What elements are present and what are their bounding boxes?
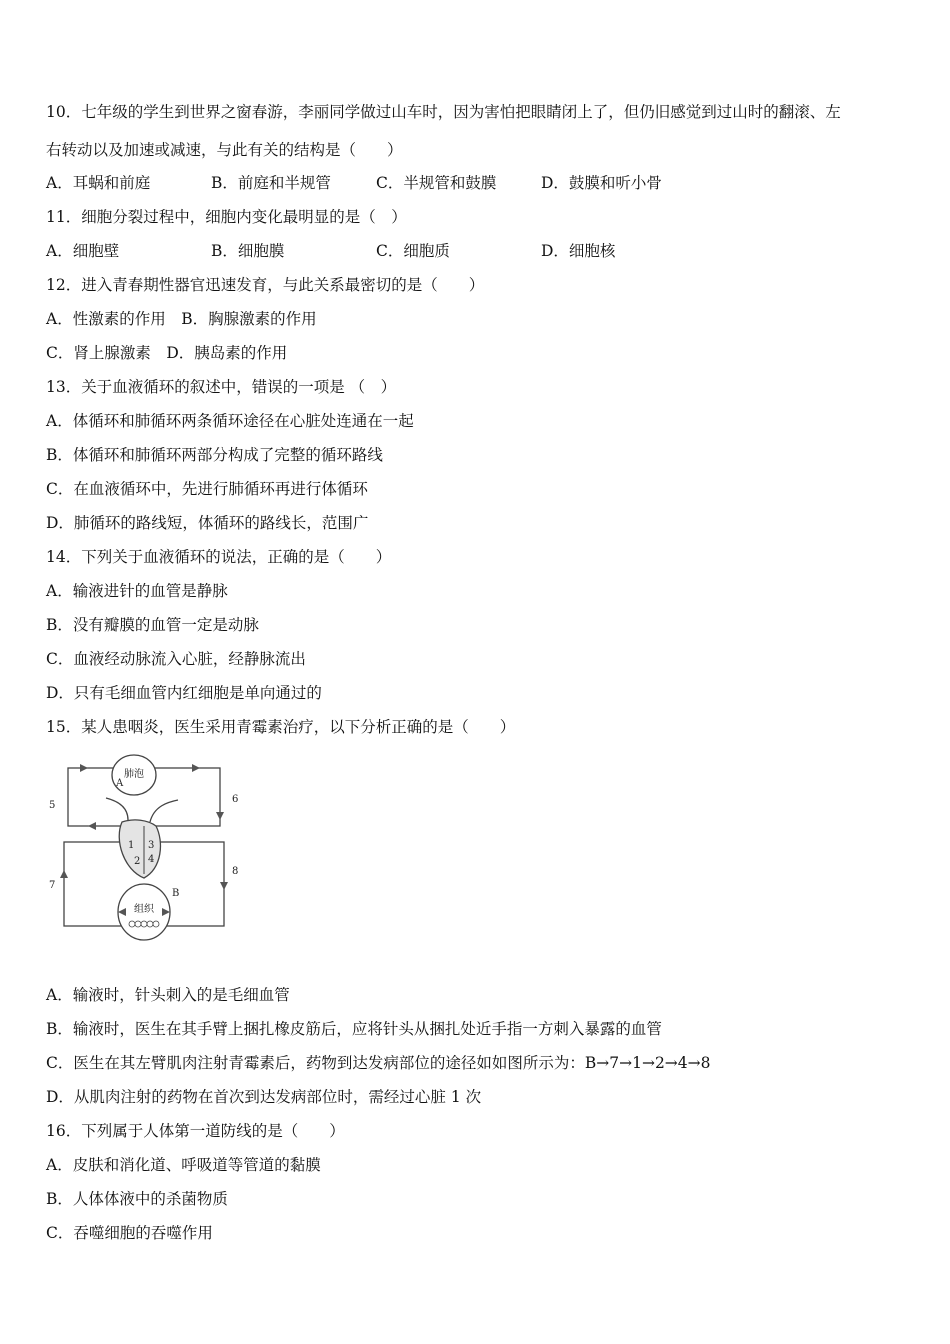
q16-option-a: A．皮肤和消化道、呼吸道等管道的黏膜 [46, 1156, 321, 1174]
q15-option-c: C．医生在其左臂肌肉注射青霉素后，药物到达发病部位的途径如如图所示为：B→7→1→2→4→8 [46, 1054, 711, 1072]
q12-stem: 12．进入青春期性器官迅速发育，与此关系最密切的是（ ） [46, 276, 485, 294]
label-5: 5 [49, 800, 56, 811]
q13-option-d: D．肺循环的路线短，体循环的路线长，范围广 [46, 514, 369, 532]
q10-option-a: A．耳蜗和前庭 [46, 174, 151, 192]
label-1: 1 [128, 840, 135, 851]
label-tissue: 组织 [134, 904, 154, 915]
blood-circulation-diagram [44, 750, 244, 950]
q11-option-d: D．细胞核 [541, 242, 616, 260]
q16-stem: 16．下列属于人体第一道防线的是（ ） [46, 1122, 345, 1140]
q11-stem: 11．细胞分裂过程中，细胞内变化最明显的是（ ） [46, 208, 407, 226]
q14-option-a: A．输液进针的血管是静脉 [46, 582, 228, 600]
q14-option-d: D．只有毛细血管内红细胞是单向通过的 [46, 684, 322, 702]
q15-option-b: B．输液时，医生在其手臂上捆扎橡皮筋后，应将针头从捆扎处近手指一方刺入暴露的血管 [46, 1020, 662, 1038]
q13-option-b: B．体循环和肺循环两部分构成了完整的循环路线 [46, 446, 383, 464]
label-3: 3 [148, 840, 155, 851]
label-b: B [172, 888, 180, 899]
q12-options-row2: C．肾上腺激素 D．胰岛素的作用 [46, 344, 288, 362]
q13-option-c: C．在血液循环中，先进行肺循环再进行体循环 [46, 480, 368, 498]
q14-stem: 14．下列关于血液循环的说法，正确的是（ ） [46, 548, 392, 566]
q15-option-a: A．输液时，针头刺入的是毛细血管 [46, 986, 290, 1004]
label-6: 6 [232, 794, 239, 805]
q11-option-a: A．细胞壁 [46, 242, 120, 260]
label-a: A [116, 778, 124, 789]
label-alveolus: 肺泡 [124, 769, 144, 780]
capillary-dots [129, 921, 159, 927]
label-8: 8 [232, 866, 239, 877]
label-4: 4 [148, 854, 155, 865]
q16-option-b: B．人体体液中的杀菌物质 [46, 1190, 228, 1208]
q13-stem: 13．关于血液循环的叙述中，错误的一项是 （ ） [46, 378, 397, 396]
label-2: 2 [134, 856, 141, 867]
pulmonary-artery [106, 798, 128, 820]
q14-option-b: B．没有瓣膜的血管一定是动脉 [46, 616, 259, 634]
q10-option-c: C．半规管和鼓膜 [376, 174, 497, 192]
q10-stem-line1: 10．七年级的学生到世界之窗春游，李丽同学做过山车时，因为害怕把眼睛闭上了，但仍旧感觉到过山时的翻滚、左 [46, 103, 841, 121]
q15-option-d: D．从肌肉注射的药物在首次到达发病部位时，需经过心脏 1 次 [46, 1088, 482, 1106]
q13-option-a: A．体循环和肺循环两条循环途径在心脏处连通在一起 [46, 412, 414, 430]
q11-option-b: B．细胞膜 [211, 242, 285, 260]
pulmonary-vein [150, 800, 178, 822]
label-7: 7 [49, 880, 56, 891]
q15-stem: 15．某人患咽炎，医生采用青霉素治疗，以下分析正确的是（ ） [46, 718, 516, 736]
q16-option-c: C．吞噬细胞的吞噬作用 [46, 1224, 213, 1242]
q11-option-c: C．细胞质 [376, 242, 450, 260]
q12-options-row1: A．性激素的作用 B．胸腺激素的作用 [46, 310, 317, 328]
q10-option-b: B．前庭和半规管 [211, 174, 331, 192]
q10-stem-line2: 右转动以及加速或减速，与此有关的结构是（ ） [46, 141, 403, 159]
q10-option-d: D．鼓膜和听小骨 [541, 174, 662, 192]
q14-option-c: C．血液经动脉流入心脏，经静脉流出 [46, 650, 306, 668]
